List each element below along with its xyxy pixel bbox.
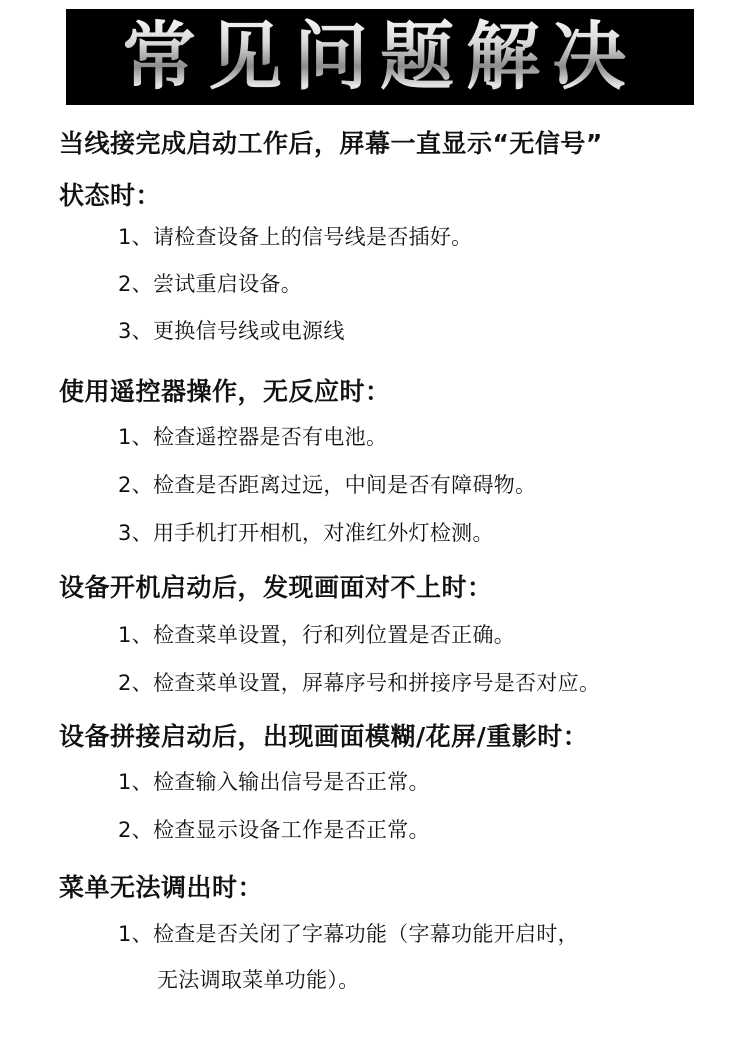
section-heading-misaligned: 设备开机启动后，发现画面对不上时： [59,573,493,602]
page-title: 常见问题解决 [122,9,638,105]
list-item: 1、请检查设备上的信号线是否插好。 [118,225,473,249]
list-item: 2、检查是否距离过远，中间是否有障碍物。 [118,473,537,497]
list-item: 3、更换信号线或电源线 [118,319,345,343]
list-item-continuation: 无法调取菜单功能）。 [157,968,360,992]
list-item: 2、检查菜单设置，屏幕序号和拼接序号是否对应。 [118,671,601,695]
section-heading-no-signal: 当线接完成启动工作后，屏幕一直显示“无信号” [59,129,603,158]
list-item: 1、检查遥控器是否有电池。 [118,425,388,449]
list-item: 1、检查菜单设置，行和列位置是否正确。 [118,623,516,647]
list-item: 2、检查显示设备工作是否正常。 [118,818,430,842]
section-heading-blurry: 设备拼接启动后，出现画面模糊/花屏/重影时： [59,722,589,751]
list-item: 3、用手机打开相机，对准红外灯检测。 [118,521,494,545]
title-banner [66,9,694,105]
list-item: 1、检查是否关闭了字幕功能（字幕功能开启时， [118,922,579,946]
list-item: 1、检查输入输出信号是否正常。 [118,770,430,794]
section-heading-remote: 使用遥控器操作，无反应时： [59,377,391,406]
section-heading-menu: 菜单无法调出时： [59,873,264,902]
list-item: 2、尝试重启设备。 [118,272,303,296]
section-heading-no-signal-cont: 状态时： [59,181,162,210]
